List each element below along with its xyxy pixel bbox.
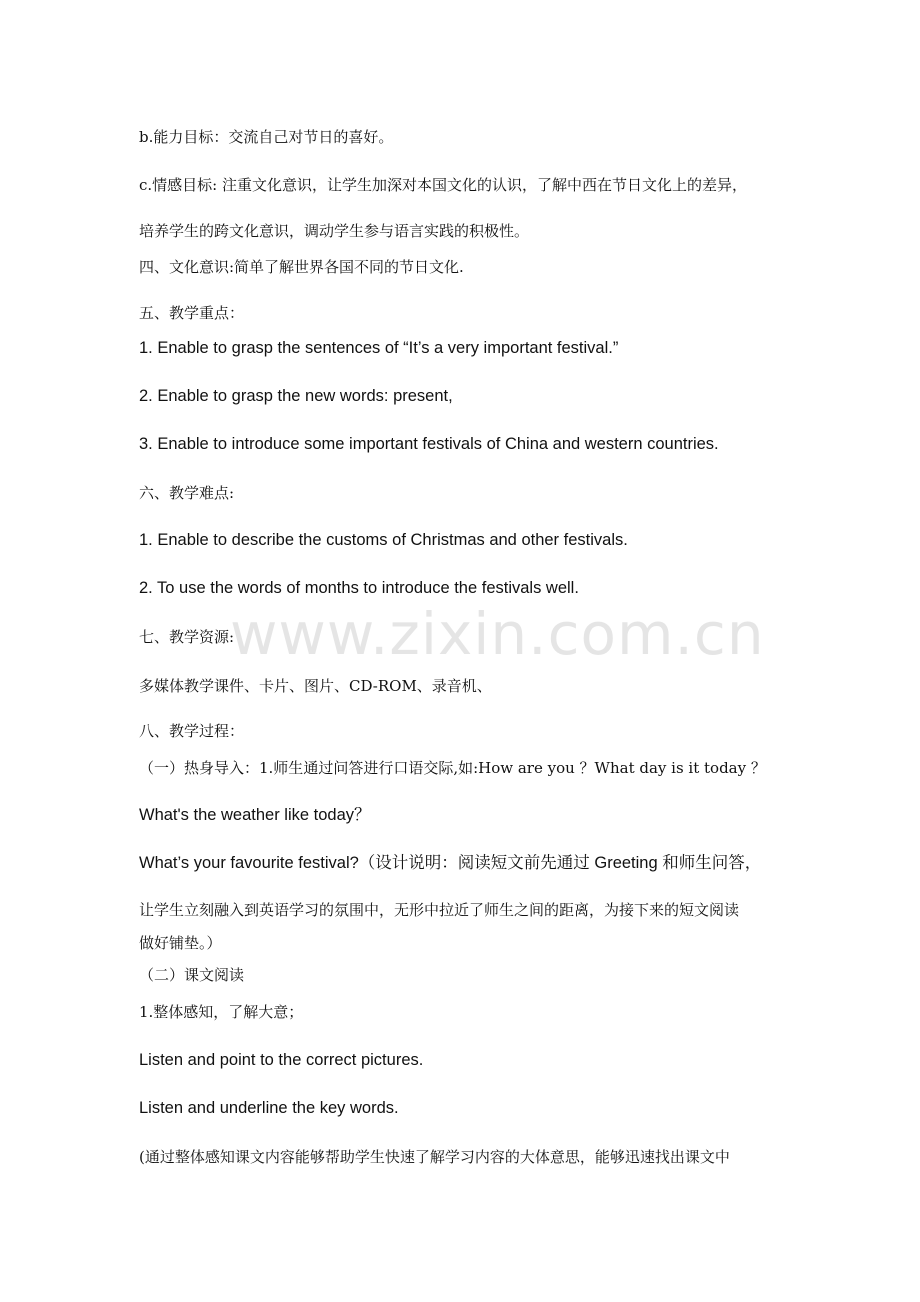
- difficulty-2: 2. To use the words of months to introduce the festivals well.: [139, 579, 579, 597]
- key-point-2: 2. Enable to grasp the new words: present,: [139, 387, 453, 405]
- warmup-line: （一）热身导入：1.师生通过问答进行口语交际,如:How are you ？What day is it today ？: [139, 759, 766, 777]
- ability-goal-line: b.能力目标：交流自己对节日的喜好。: [139, 128, 394, 146]
- reading-note-line: (通过整体感知课文内容能够帮助学生快速了解学习内容的大体意思，能够迅速找出课文中: [139, 1148, 730, 1166]
- section-eight-heading: 八、教学过程：: [139, 722, 245, 740]
- emotion-goal-line: c.情感目标: 注重文化意识，让学生加深对本国文化的认识，了解中西在节日文化上的差异，: [139, 176, 747, 194]
- emotion-goal-line-2: 培养学生的跨文化意识，调动学生参与语言实践的积极性。: [139, 222, 530, 240]
- reading-heading: （二）课文阅读: [139, 966, 245, 984]
- section-four-heading: 四、文化意识:简单了解世界各国不同的节日文化.: [139, 258, 464, 276]
- overall-perception-line: 1.整体感知，了解大意；: [139, 1003, 304, 1021]
- listen-underline-line: Listen and underline the key words.: [139, 1099, 399, 1117]
- section-five-heading: 五、教学重点：: [139, 304, 245, 322]
- section-seven-heading: 七、教学资源:: [139, 628, 235, 646]
- design-note-line: 让学生立刻融入到英语学习的氛围中，无形中拉近了师生之间的距离，为接下来的短文阅读: [139, 901, 740, 919]
- weather-question-line: What's the weather like today？: [139, 806, 371, 824]
- design-note-line-2: 做好铺垫。）: [139, 934, 222, 952]
- favourite-festival-line: What’s your favourite festival?（设计说明：阅读短文前先通过 Greeting 和师生问答，: [139, 854, 762, 872]
- key-point-3: 3. Enable to introduce some important festivals of China and western countries.: [139, 435, 719, 453]
- listen-point-line: Listen and point to the correct pictures.: [139, 1051, 424, 1069]
- watermark: www.zixin.com.cn: [230, 600, 765, 668]
- key-point-1: 1. Enable to grasp the sentences of “It’s a very important festival.”: [139, 339, 619, 357]
- section-six-heading: 六、教学难点:: [139, 484, 235, 502]
- difficulty-1: 1. Enable to describe the customs of Christmas and other festivals.: [139, 531, 628, 549]
- resources-line: 多媒体教学课件、卡片、图片、CD-ROM、录音机、: [139, 677, 492, 695]
